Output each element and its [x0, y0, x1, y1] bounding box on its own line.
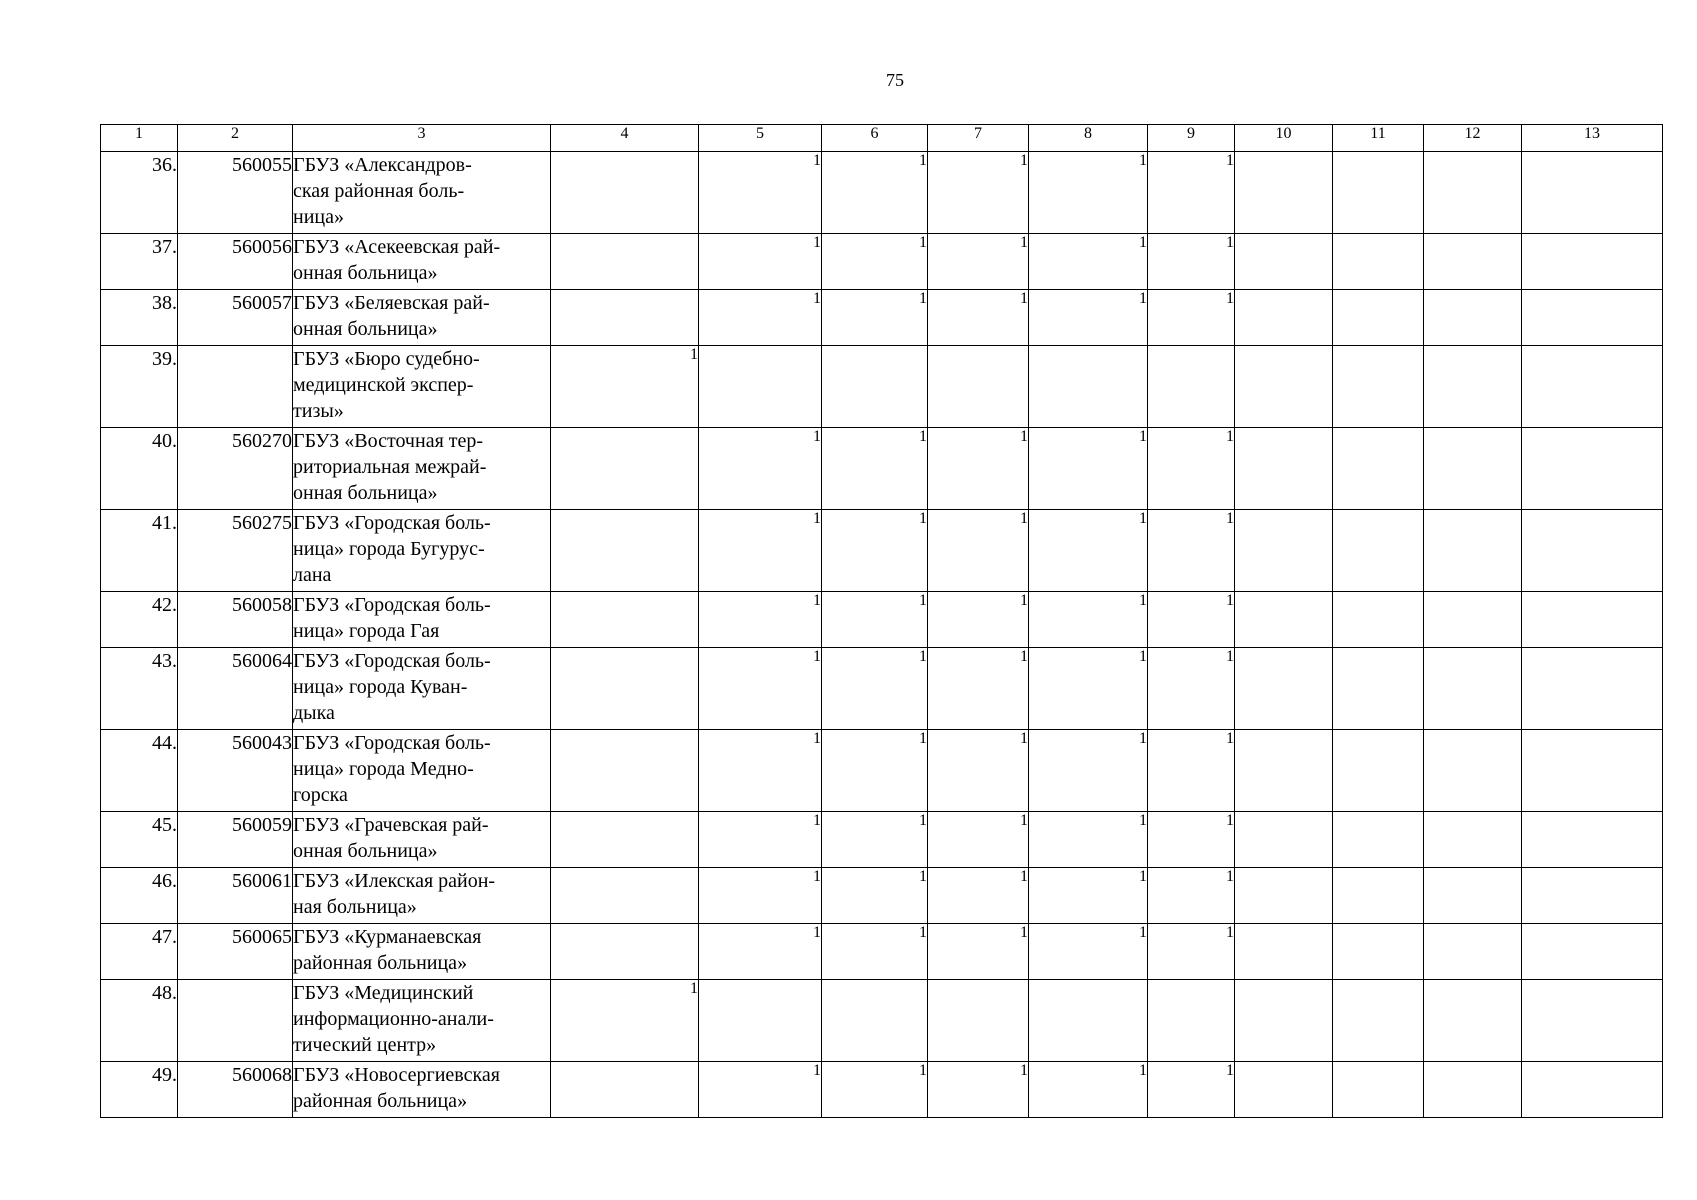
- value-cell-c5: 1: [699, 152, 822, 234]
- value-cell-c5: 1: [699, 868, 822, 924]
- row-number: 41.: [101, 510, 178, 592]
- empty-cell-c11: [1333, 592, 1424, 648]
- org-name-line: дыка: [293, 702, 335, 724]
- value-cell-c9: 1: [1148, 234, 1235, 290]
- row-number: 43.: [101, 648, 178, 730]
- value-cell-c9: [1148, 346, 1235, 428]
- row-number: 42.: [101, 592, 178, 648]
- org-name-line: ница» города Куван-: [293, 676, 468, 698]
- org-name-line: ГБУЗ «Александров-: [293, 154, 472, 176]
- org-name: [293, 592, 551, 648]
- value-cell-c8: 1: [1029, 510, 1148, 592]
- value-cell-c8: 1: [1029, 1062, 1148, 1118]
- empty-cell-c12: [1424, 592, 1522, 648]
- org-name-line: тический центр»: [293, 1034, 437, 1056]
- value-cell-c4: [551, 152, 699, 234]
- empty-cell-c12: [1424, 648, 1522, 730]
- empty-cell-c10: [1235, 980, 1333, 1062]
- empty-cell-c10: [1235, 924, 1333, 980]
- column-header-10: 10: [1235, 125, 1333, 152]
- empty-cell-c12: [1424, 234, 1522, 290]
- value-cell-c9: 1: [1148, 290, 1235, 346]
- empty-cell-c13: [1522, 592, 1663, 648]
- data-table: [100, 124, 1663, 1118]
- org-name-line: ГБУЗ «Городская боль-: [293, 512, 491, 534]
- org-code: 560068: [178, 1062, 293, 1118]
- value-cell-c8: 1: [1029, 648, 1148, 730]
- org-name-line: ская районная боль-: [293, 180, 465, 202]
- empty-cell-c10: [1235, 1062, 1333, 1118]
- org-name-line: ница» города Медно-: [293, 758, 474, 780]
- org-name: [293, 428, 551, 510]
- table-row: [101, 290, 1663, 346]
- column-header-3: 3: [293, 125, 551, 152]
- empty-cell-c13: [1522, 648, 1663, 730]
- empty-cell-c10: [1235, 346, 1333, 428]
- value-cell-c4: [551, 730, 699, 812]
- empty-cell-c11: [1333, 290, 1424, 346]
- value-cell-c6: 1: [822, 152, 928, 234]
- empty-cell-c12: [1424, 1062, 1522, 1118]
- empty-cell-c13: [1522, 346, 1663, 428]
- table-row: [101, 924, 1663, 980]
- org-code: 560043: [178, 730, 293, 812]
- row-number: 38.: [101, 290, 178, 346]
- org-name-line: информационно-анали-: [293, 1008, 494, 1030]
- org-code: 560061: [178, 868, 293, 924]
- row-number: 44.: [101, 730, 178, 812]
- header-row: [101, 125, 1663, 152]
- org-code: 560056: [178, 234, 293, 290]
- empty-cell-c11: [1333, 868, 1424, 924]
- org-name-line: ГБУЗ «Беляевская рай-: [293, 292, 490, 314]
- value-cell-c8: 1: [1029, 592, 1148, 648]
- value-cell-c9: 1: [1148, 730, 1235, 812]
- org-name-line: горска: [293, 784, 348, 806]
- value-cell-c6: 1: [822, 290, 928, 346]
- value-cell-c6: 1: [822, 510, 928, 592]
- empty-cell-c13: [1522, 510, 1663, 592]
- empty-cell-c10: [1235, 152, 1333, 234]
- empty-cell-c11: [1333, 648, 1424, 730]
- value-cell-c5: 1: [699, 812, 822, 868]
- value-cell-c9: 1: [1148, 868, 1235, 924]
- value-cell-c5: 1: [699, 730, 822, 812]
- org-name-line: ГБУЗ «Городская боль-: [293, 650, 491, 672]
- column-header-8: 8: [1029, 125, 1148, 152]
- org-name: [293, 234, 551, 290]
- value-cell-c4: [551, 510, 699, 592]
- row-number: 49.: [101, 1062, 178, 1118]
- empty-cell-c12: [1424, 868, 1522, 924]
- value-cell-c6: 1: [822, 592, 928, 648]
- empty-cell-c13: [1522, 980, 1663, 1062]
- column-header-5: 5: [699, 125, 822, 152]
- empty-cell-c11: [1333, 980, 1424, 1062]
- empty-cell-c13: [1522, 868, 1663, 924]
- org-name-line: ница» города Гая: [293, 620, 440, 642]
- org-name: [293, 290, 551, 346]
- value-cell-c4: [551, 592, 699, 648]
- empty-cell-c10: [1235, 290, 1333, 346]
- org-name-line: тизы»: [293, 400, 344, 422]
- value-cell-c8: 1: [1029, 428, 1148, 510]
- org-code: [178, 980, 293, 1062]
- value-cell-c5: 1: [699, 648, 822, 730]
- empty-cell-c13: [1522, 730, 1663, 812]
- value-cell-c7: 1: [928, 592, 1029, 648]
- value-cell-c6: 1: [822, 730, 928, 812]
- empty-cell-c10: [1235, 234, 1333, 290]
- empty-cell-c10: [1235, 510, 1333, 592]
- empty-cell-c12: [1424, 152, 1522, 234]
- org-name-line: онная больница»: [293, 840, 438, 862]
- org-name: [293, 980, 551, 1062]
- org-name: [293, 1062, 551, 1118]
- column-header-13: 13: [1522, 125, 1663, 152]
- empty-cell-c13: [1522, 290, 1663, 346]
- page-number: 75: [886, 70, 904, 90]
- value-cell-c8: 1: [1029, 152, 1148, 234]
- row-number: 40.: [101, 428, 178, 510]
- value-cell-c4: [551, 812, 699, 868]
- column-header-1: 1: [101, 125, 178, 152]
- org-name-line: риториальная межрай-: [293, 456, 487, 478]
- value-cell-c6: 1: [822, 924, 928, 980]
- table-row: [101, 510, 1663, 592]
- empty-cell-c11: [1333, 428, 1424, 510]
- row-number: 46.: [101, 868, 178, 924]
- empty-cell-c10: [1235, 868, 1333, 924]
- value-cell-c4: 1: [551, 346, 699, 428]
- value-cell-c6: 1: [822, 868, 928, 924]
- empty-cell-c12: [1424, 812, 1522, 868]
- org-code: 560058: [178, 592, 293, 648]
- value-cell-c9: [1148, 980, 1235, 1062]
- org-name-line: ГБУЗ «Бюро судебно-: [293, 348, 480, 370]
- table-body: [101, 152, 1663, 1118]
- org-code: 560059: [178, 812, 293, 868]
- empty-cell-c11: [1333, 510, 1424, 592]
- column-header-7: 7: [928, 125, 1029, 152]
- value-cell-c5: 1: [699, 1062, 822, 1118]
- org-name-line: ница»: [293, 206, 344, 228]
- org-name-line: ная больница»: [293, 896, 417, 918]
- table-row: [101, 234, 1663, 290]
- value-cell-c8: [1029, 346, 1148, 428]
- org-name-line: ГБУЗ «Восточная тер-: [293, 430, 484, 452]
- org-name-line: ГБУЗ «Медицинский: [293, 982, 474, 1004]
- value-cell-c4: [551, 1062, 699, 1118]
- org-code: 560064: [178, 648, 293, 730]
- value-cell-c6: 1: [822, 648, 928, 730]
- value-cell-c9: 1: [1148, 924, 1235, 980]
- org-name: [293, 868, 551, 924]
- empty-cell-c11: [1333, 234, 1424, 290]
- org-name-line: ГБУЗ «Городская боль-: [293, 732, 491, 754]
- empty-cell-c11: [1333, 812, 1424, 868]
- empty-cell-c12: [1424, 980, 1522, 1062]
- value-cell-c7: 1: [928, 1062, 1029, 1118]
- table-row: [101, 980, 1663, 1062]
- org-name-line: онная больница»: [293, 318, 438, 340]
- org-name-line: ница» города Бугурус-: [293, 538, 485, 560]
- value-cell-c5: 1: [699, 924, 822, 980]
- value-cell-c9: 1: [1148, 592, 1235, 648]
- value-cell-c6: 1: [822, 234, 928, 290]
- empty-cell-c13: [1522, 812, 1663, 868]
- value-cell-c8: 1: [1029, 234, 1148, 290]
- org-code: 560065: [178, 924, 293, 980]
- org-name: [293, 510, 551, 592]
- value-cell-c7: 1: [928, 812, 1029, 868]
- org-code: 560055: [178, 152, 293, 234]
- value-cell-c5: [699, 346, 822, 428]
- row-number: 48.: [101, 980, 178, 1062]
- value-cell-c5: 1: [699, 510, 822, 592]
- value-cell-c6: [822, 980, 928, 1062]
- org-name: [293, 648, 551, 730]
- empty-cell-c10: [1235, 812, 1333, 868]
- org-name-line: лана: [293, 564, 332, 586]
- column-header-11: 11: [1333, 125, 1424, 152]
- table-row: [101, 868, 1663, 924]
- value-cell-c7: 1: [928, 290, 1029, 346]
- column-header-4: 4: [551, 125, 699, 152]
- empty-cell-c11: [1333, 152, 1424, 234]
- org-name-line: ГБУЗ «Городская боль-: [293, 594, 491, 616]
- value-cell-c9: 1: [1148, 1062, 1235, 1118]
- empty-cell-c13: [1522, 1062, 1663, 1118]
- value-cell-c4: 1: [551, 980, 699, 1062]
- value-cell-c6: [822, 346, 928, 428]
- empty-cell-c12: [1424, 346, 1522, 428]
- column-header-12: 12: [1424, 125, 1522, 152]
- column-header-6: 6: [822, 125, 928, 152]
- empty-cell-c11: [1333, 924, 1424, 980]
- row-number: 37.: [101, 234, 178, 290]
- empty-cell-c13: [1522, 924, 1663, 980]
- value-cell-c8: [1029, 980, 1148, 1062]
- column-header-2: 2: [178, 125, 293, 152]
- value-cell-c5: 1: [699, 428, 822, 510]
- empty-cell-c13: [1522, 234, 1663, 290]
- value-cell-c7: [928, 346, 1029, 428]
- value-cell-c6: 1: [822, 428, 928, 510]
- org-name-line: ГБУЗ «Курманаевская: [293, 926, 482, 948]
- value-cell-c8: 1: [1029, 290, 1148, 346]
- org-code: 560270: [178, 428, 293, 510]
- value-cell-c4: [551, 868, 699, 924]
- table-row: [101, 346, 1663, 428]
- empty-cell-c12: [1424, 510, 1522, 592]
- value-cell-c4: [551, 924, 699, 980]
- row-number: 45.: [101, 812, 178, 868]
- value-cell-c9: 1: [1148, 648, 1235, 730]
- org-name-line: ГБУЗ «Асекеевская рай-: [293, 236, 501, 258]
- value-cell-c6: 1: [822, 812, 928, 868]
- table-header: [101, 125, 1663, 152]
- org-code: 560057: [178, 290, 293, 346]
- row-number: 39.: [101, 346, 178, 428]
- org-name: [293, 346, 551, 428]
- empty-cell-c11: [1333, 730, 1424, 812]
- table-row: [101, 1062, 1663, 1118]
- value-cell-c5: 1: [699, 234, 822, 290]
- empty-cell-c11: [1333, 346, 1424, 428]
- value-cell-c7: 1: [928, 428, 1029, 510]
- row-number: 47.: [101, 924, 178, 980]
- empty-cell-c12: [1424, 924, 1522, 980]
- value-cell-c7: 1: [928, 234, 1029, 290]
- org-name-line: ГБУЗ «Грачевская рай-: [293, 814, 489, 836]
- org-name-line: онная больница»: [293, 262, 438, 284]
- column-header-9: 9: [1148, 125, 1235, 152]
- value-cell-c9: 1: [1148, 428, 1235, 510]
- value-cell-c7: 1: [928, 730, 1029, 812]
- row-number: 36.: [101, 152, 178, 234]
- value-cell-c4: [551, 648, 699, 730]
- empty-cell-c10: [1235, 730, 1333, 812]
- value-cell-c4: [551, 428, 699, 510]
- value-cell-c8: 1: [1029, 730, 1148, 812]
- value-cell-c8: 1: [1029, 812, 1148, 868]
- table-row: [101, 730, 1663, 812]
- value-cell-c8: 1: [1029, 868, 1148, 924]
- value-cell-c4: [551, 290, 699, 346]
- empty-cell-c13: [1522, 152, 1663, 234]
- value-cell-c7: [928, 980, 1029, 1062]
- value-cell-c4: [551, 234, 699, 290]
- empty-cell-c10: [1235, 592, 1333, 648]
- value-cell-c7: 1: [928, 152, 1029, 234]
- org-name-line: медицинской экспер-: [293, 374, 474, 396]
- value-cell-c9: 1: [1148, 812, 1235, 868]
- org-name: [293, 730, 551, 812]
- org-code: 560275: [178, 510, 293, 592]
- value-cell-c7: 1: [928, 648, 1029, 730]
- table-row: [101, 428, 1663, 510]
- org-name-line: районная больница»: [293, 1090, 468, 1112]
- org-name-line: районная больница»: [293, 952, 468, 974]
- table-row: [101, 648, 1663, 730]
- empty-cell-c12: [1424, 290, 1522, 346]
- empty-cell-c12: [1424, 428, 1522, 510]
- empty-cell-c12: [1424, 730, 1522, 812]
- value-cell-c7: 1: [928, 868, 1029, 924]
- value-cell-c5: 1: [699, 592, 822, 648]
- value-cell-c7: 1: [928, 924, 1029, 980]
- value-cell-c8: 1: [1029, 924, 1148, 980]
- table-row: [101, 592, 1663, 648]
- table-row: [101, 812, 1663, 868]
- value-cell-c6: 1: [822, 1062, 928, 1118]
- value-cell-c9: 1: [1148, 510, 1235, 592]
- empty-cell-c10: [1235, 648, 1333, 730]
- org-name-line: ГБУЗ «Новосергиевская: [293, 1064, 500, 1086]
- org-name: [293, 152, 551, 234]
- org-name-line: ГБУЗ «Илекская район-: [293, 870, 496, 892]
- value-cell-c5: 1: [699, 290, 822, 346]
- empty-cell-c11: [1333, 1062, 1424, 1118]
- empty-cell-c10: [1235, 428, 1333, 510]
- value-cell-c9: 1: [1148, 152, 1235, 234]
- org-name: [293, 924, 551, 980]
- org-name-line: онная больница»: [293, 482, 438, 504]
- org-name: [293, 812, 551, 868]
- org-code: [178, 346, 293, 428]
- value-cell-c5: [699, 980, 822, 1062]
- value-cell-c7: 1: [928, 510, 1029, 592]
- empty-cell-c13: [1522, 428, 1663, 510]
- table-row: [101, 152, 1663, 234]
